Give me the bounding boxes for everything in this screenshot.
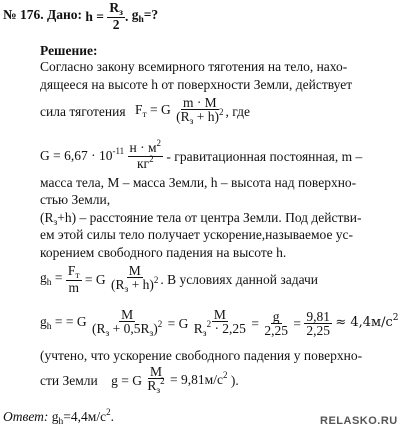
solution-line-9: корением свободного падения на высоте h.: [40, 245, 287, 260]
solution-line-8: ем этой силы тело получает ускорение,называемое ус-: [40, 227, 354, 242]
solution-line-1: Согласно закону всемирного тяготения на тело, нахо-: [40, 59, 348, 74]
given-gh: $g_h=$?: [131, 7, 159, 25]
solution-line-6: стью Земли,: [40, 192, 111, 207]
force-over-mass: $\frac{F_т}{m}$: [67, 263, 80, 295]
problem-number: № 176.: [3, 7, 44, 23]
answer-value: $g_h=4,4м/с^2$.: [51, 407, 114, 427]
note-line-2: сти Земли g = G $\frac{M}{R_з^2}$ = $9,81м/с^2$ ).: [40, 364, 239, 396]
watermark: RELASKO.RU: [320, 415, 398, 427]
solution-heading: Решение:: [40, 43, 98, 58]
solution-line-7: $(R_з+h)$ – расстояние тела от центра Земли. Под действи-: [40, 210, 362, 228]
gravity-fraction: $\frac{m \cdot M}{(R_з + h)^2}$: [176, 95, 224, 127]
answer-label: Ответ:: [3, 409, 49, 424]
given-fraction: $\frac{R_з}{2}$: [109, 0, 123, 32]
g-constant-line: $G = 6,67 \cdot 10^{-11}$ $\frac{н \cdot м^2}{кг^2}$ - гравитационная постоянная, m –: [40, 138, 363, 171]
problem-header: № 176. Дано: h = $\frac{R_з}{2}$ . $g_h=$?: [3, 0, 159, 32]
calc-fraction-2: $\frac{M}{R_з^2 \cdot 2,25}$: [193, 307, 246, 339]
gh-fraction: $\frac{M}{(R_з + h)^2}$: [111, 263, 159, 295]
calculation-line: $g_h$ = = G $\frac{M}{(R_з + 0,5R_з)^2}$ = G $\frac{M}{R_з^2 \cdot 2,25}$ = $\frac{g}{2,25}$ = $\frac{9,81}{2,25}$ ≈ $4,4м/с^2$: [40, 307, 399, 339]
calc-fraction-3: $\frac{g}{2,25}$: [264, 308, 288, 338]
calc-fraction-4: $\frac{9,81}{2,25}$: [306, 308, 330, 338]
unit-fraction: $\frac{н \cdot м^2}{кг^2}$: [129, 138, 162, 171]
note-line-1: (учтено, что ускорение свободного падения у поверхно-: [40, 348, 363, 363]
given-h: h =: [85, 8, 104, 24]
surface-g-fraction: $\frac{M}{R_з^2}$: [147, 364, 165, 396]
gh-formula-line: $g_h$ = $\frac{F_т}{m}$ = G $\frac{M}{(R_з + h)^2}$ . В условиях данной задачи: [40, 263, 319, 295]
solution-line-2: дящееся на высоте h от поверхности Земли, действует: [40, 77, 353, 92]
calc-fraction-1: $\frac{M}{(R_з + 0,5R_з)^2}$: [92, 307, 163, 339]
gravity-formula-line: сила тяготения $F_т = G$ $\frac{m \cdot M}{(R_з + h)^2}$ , где: [40, 95, 250, 127]
given-label: Дано:: [46, 7, 83, 23]
answer-line: [3, 409, 114, 427]
solution-line-5: масса тела, М – масса Земли, h – высота над поверхно-: [40, 175, 357, 190]
